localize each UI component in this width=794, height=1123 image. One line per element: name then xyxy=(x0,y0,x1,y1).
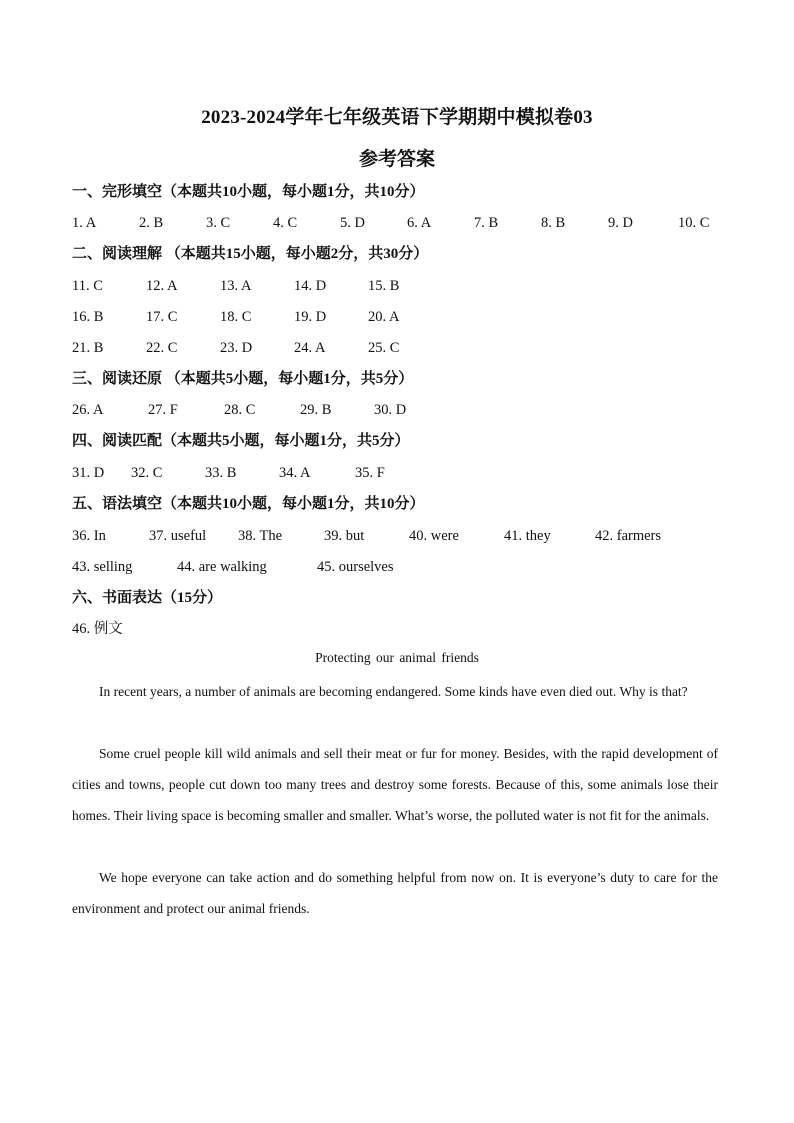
sample-essay-label: 46. 例文 xyxy=(72,621,123,637)
answer-item: 20. A xyxy=(368,309,400,325)
answer-item: 22. C xyxy=(146,340,178,356)
answer-item: 17. C xyxy=(146,309,178,325)
section-heading-restore: 三、阅读还原 （本题共5小题，每小题1分，共5分） xyxy=(72,371,414,387)
answer-item: 18. C xyxy=(220,309,252,325)
answer-item: 30. D xyxy=(374,402,407,418)
answer-row-grammar-1 xyxy=(72,526,661,546)
answer-item: 16. B xyxy=(72,309,104,325)
answer-item: 13. A xyxy=(220,278,252,294)
answer-item: 6. A xyxy=(407,215,432,231)
answer-item: 38. The xyxy=(238,528,283,544)
answer-item: 41. they xyxy=(504,528,551,544)
answer-item: 10. C xyxy=(678,215,710,231)
answer-item: 2. B xyxy=(139,215,164,231)
answer-row-reading-2 xyxy=(72,307,399,327)
answer-row-matching xyxy=(72,463,385,483)
answer-item: 45. ourselves xyxy=(317,559,394,575)
answer-item: 33. B xyxy=(205,465,237,481)
essay-paragraph-1: In recent years, a number of animals are becoming endangered. Some kinds have even died out. Why is that? xyxy=(99,684,688,699)
answer-item: 12. A xyxy=(146,278,178,294)
answer-item: 8. B xyxy=(541,215,566,231)
answer-item: 14. D xyxy=(294,278,327,294)
answer-item: 36. In xyxy=(72,528,106,544)
answer-item: 31. D xyxy=(72,465,105,481)
answer-row-restore xyxy=(72,400,406,420)
answer-item: 24. A xyxy=(294,340,326,356)
essay-paragraph-2: Some cruel people kill wild animals and sell their meat or fur for money. Besides, with the rapid development of cities and towns, people cut down too many trees and destroy some forests. Because of this, some animals lose their homes. Their living space is becoming smaller and smaller. What’s worse, the polluted water is not fit for the animals. xyxy=(72,746,718,823)
section-heading-cloze: 一、完形填空（本题共10小题，每小题1分，共10分） xyxy=(72,184,425,200)
section-heading-grammar: 五、语法填空（本题共10小题，每小题1分，共10分） xyxy=(72,496,425,512)
essay-paragraph-3: We hope everyone can take action and do something helpful from now on. It is everyone’s duty to care for the environment and protect our animal friends. xyxy=(72,870,718,916)
answer-item: 1. A xyxy=(72,215,97,231)
essay-title: Protecting our animal friends xyxy=(315,650,479,665)
answer-item: 27. F xyxy=(148,402,178,418)
answer-item: 32. C xyxy=(131,465,163,481)
answer-item: 15. B xyxy=(368,278,400,294)
answer-row-reading-1 xyxy=(72,276,399,296)
answer-item: 7. B xyxy=(474,215,499,231)
section-heading-reading: 二、阅读理解 （本题共15小题，每小题2分，共30分） xyxy=(72,246,429,262)
answer-item: 26. A xyxy=(72,402,104,418)
answer-row-cloze xyxy=(72,213,709,233)
answer-item: 42. farmers xyxy=(595,528,662,544)
answer-item: 35. F xyxy=(355,465,385,481)
answer-item: 19. D xyxy=(294,309,327,325)
answer-item: 29. B xyxy=(300,402,332,418)
page-subtitle: 参考答案 xyxy=(358,149,435,170)
answer-item: 34. A xyxy=(279,465,311,481)
answer-item: 4. C xyxy=(273,215,298,231)
answer-item: 5. D xyxy=(340,215,365,231)
answer-item: 44. are walking xyxy=(177,559,267,575)
answer-item: 40. were xyxy=(409,528,459,544)
answer-item: 23. D xyxy=(220,340,253,356)
answer-row-reading-3 xyxy=(72,338,399,358)
answer-item: 28. C xyxy=(224,402,256,418)
answer-item: 37. useful xyxy=(149,528,207,544)
answer-item: 43. selling xyxy=(72,559,133,575)
answer-item: 9. D xyxy=(608,215,633,231)
answer-row-grammar-2 xyxy=(72,557,394,577)
page-title: 2023-2024学年七年级英语下学期期中模拟卷03 xyxy=(201,107,593,128)
answer-item: 11. C xyxy=(72,278,103,294)
answer-item: 3. C xyxy=(206,215,231,231)
answer-item: 39. but xyxy=(324,528,365,544)
section-heading-matching: 四、阅读匹配（本题共5小题，每小题1分，共5分） xyxy=(72,433,410,449)
answer-item: 25. C xyxy=(368,340,400,356)
section-heading-writing: 六、书面表达（15分） xyxy=(72,590,223,606)
answer-item: 21. B xyxy=(72,340,104,356)
